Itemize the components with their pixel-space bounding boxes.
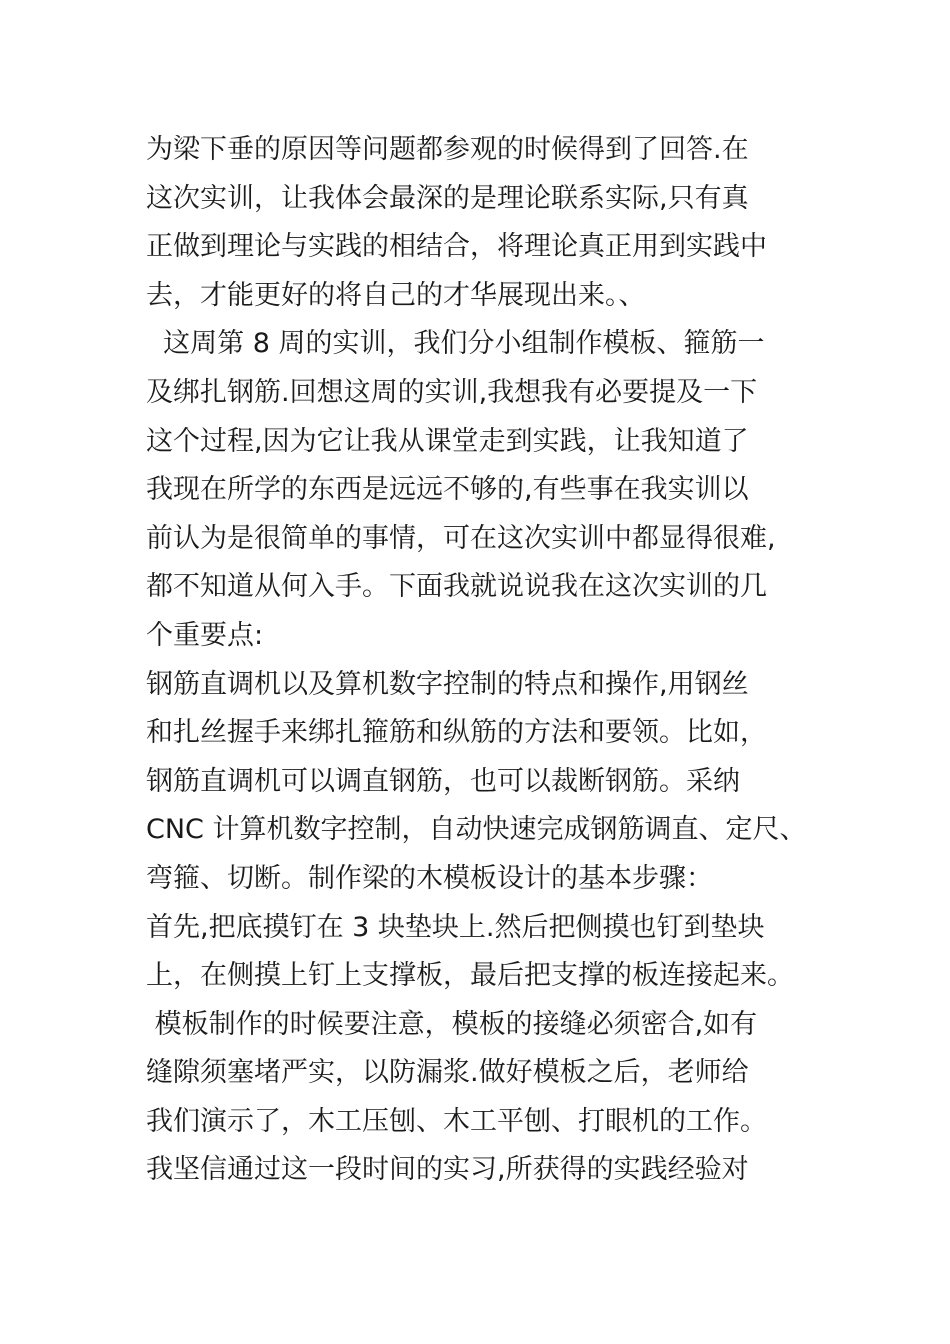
text-line: 为梁下垂的原因等问题都参观的时候得到了回答.在 [146,134,749,165]
text-line: 正做到理论与实践的相结合，将理论真正用到实践中 [146,231,767,263]
text-line: 及绑扎钢筋.回想这周的实训,我想我有必要提及一下 [146,376,758,408]
text-line: 个重要点: [146,619,264,651]
text-line: CNC 计算机数字控制，自动快速完成钢筋调直、定尺、 [146,814,807,846]
text-line: 模板制作的时候要注意，模板的接缝必须密合,如有 [146,1008,758,1040]
text-line: 上，在侧摸上钉上支撑板，最后把支撑的板连接起来。 [146,960,794,992]
text-line: 这周第 8 周的实训，我们分小组制作模板、箍筋一 [146,328,765,360]
text-line: 我坚信通过这一段时间的实习,所获得的实践经验对 [146,1154,749,1186]
text-line: 弯箍、切断。制作梁的木模板设计的基本步骤： [146,862,713,894]
text-line: 我们演示了，木工压刨、木工平刨、打眼机的工作。 [146,1105,767,1137]
text-line: 首先,把底摸钉在 3 块垫块上.然后把侧摸也钉到垫块 [146,911,765,943]
text-line: 和扎丝握手来绑扎箍筋和纵筋的方法和要领。比如， [146,717,767,749]
text-line: 这个过程,因为它让我从课堂走到实践，让我知道了 [146,425,749,457]
text-line: 去，才能更好的将自己的才华展现出来。、 [146,279,646,311]
text-line: 我现在所学的东西是远远不够的,有些事在我实训以 [146,474,749,506]
text-line: 钢筋直调机可以调直钢筋，也可以裁断钢筋。采纳 [146,765,740,797]
text-line: 缝隙须塞堵严实，以防漏浆.做好模板之后，老师给 [146,1057,749,1089]
text-line: 都不知道从何入手。下面我就说说我在这次实训的几 [146,571,767,603]
text-line: 这次实训，让我体会最深的是理论联系实际,只有真 [146,182,749,214]
text-line: 钢筋直调机以及算机数字控制的特点和操作,用钢丝 [146,668,749,700]
text-line: 前认为是很简单的事情，可在这次实训中都显得很难, [146,522,776,554]
document-body [146,126,846,1195]
